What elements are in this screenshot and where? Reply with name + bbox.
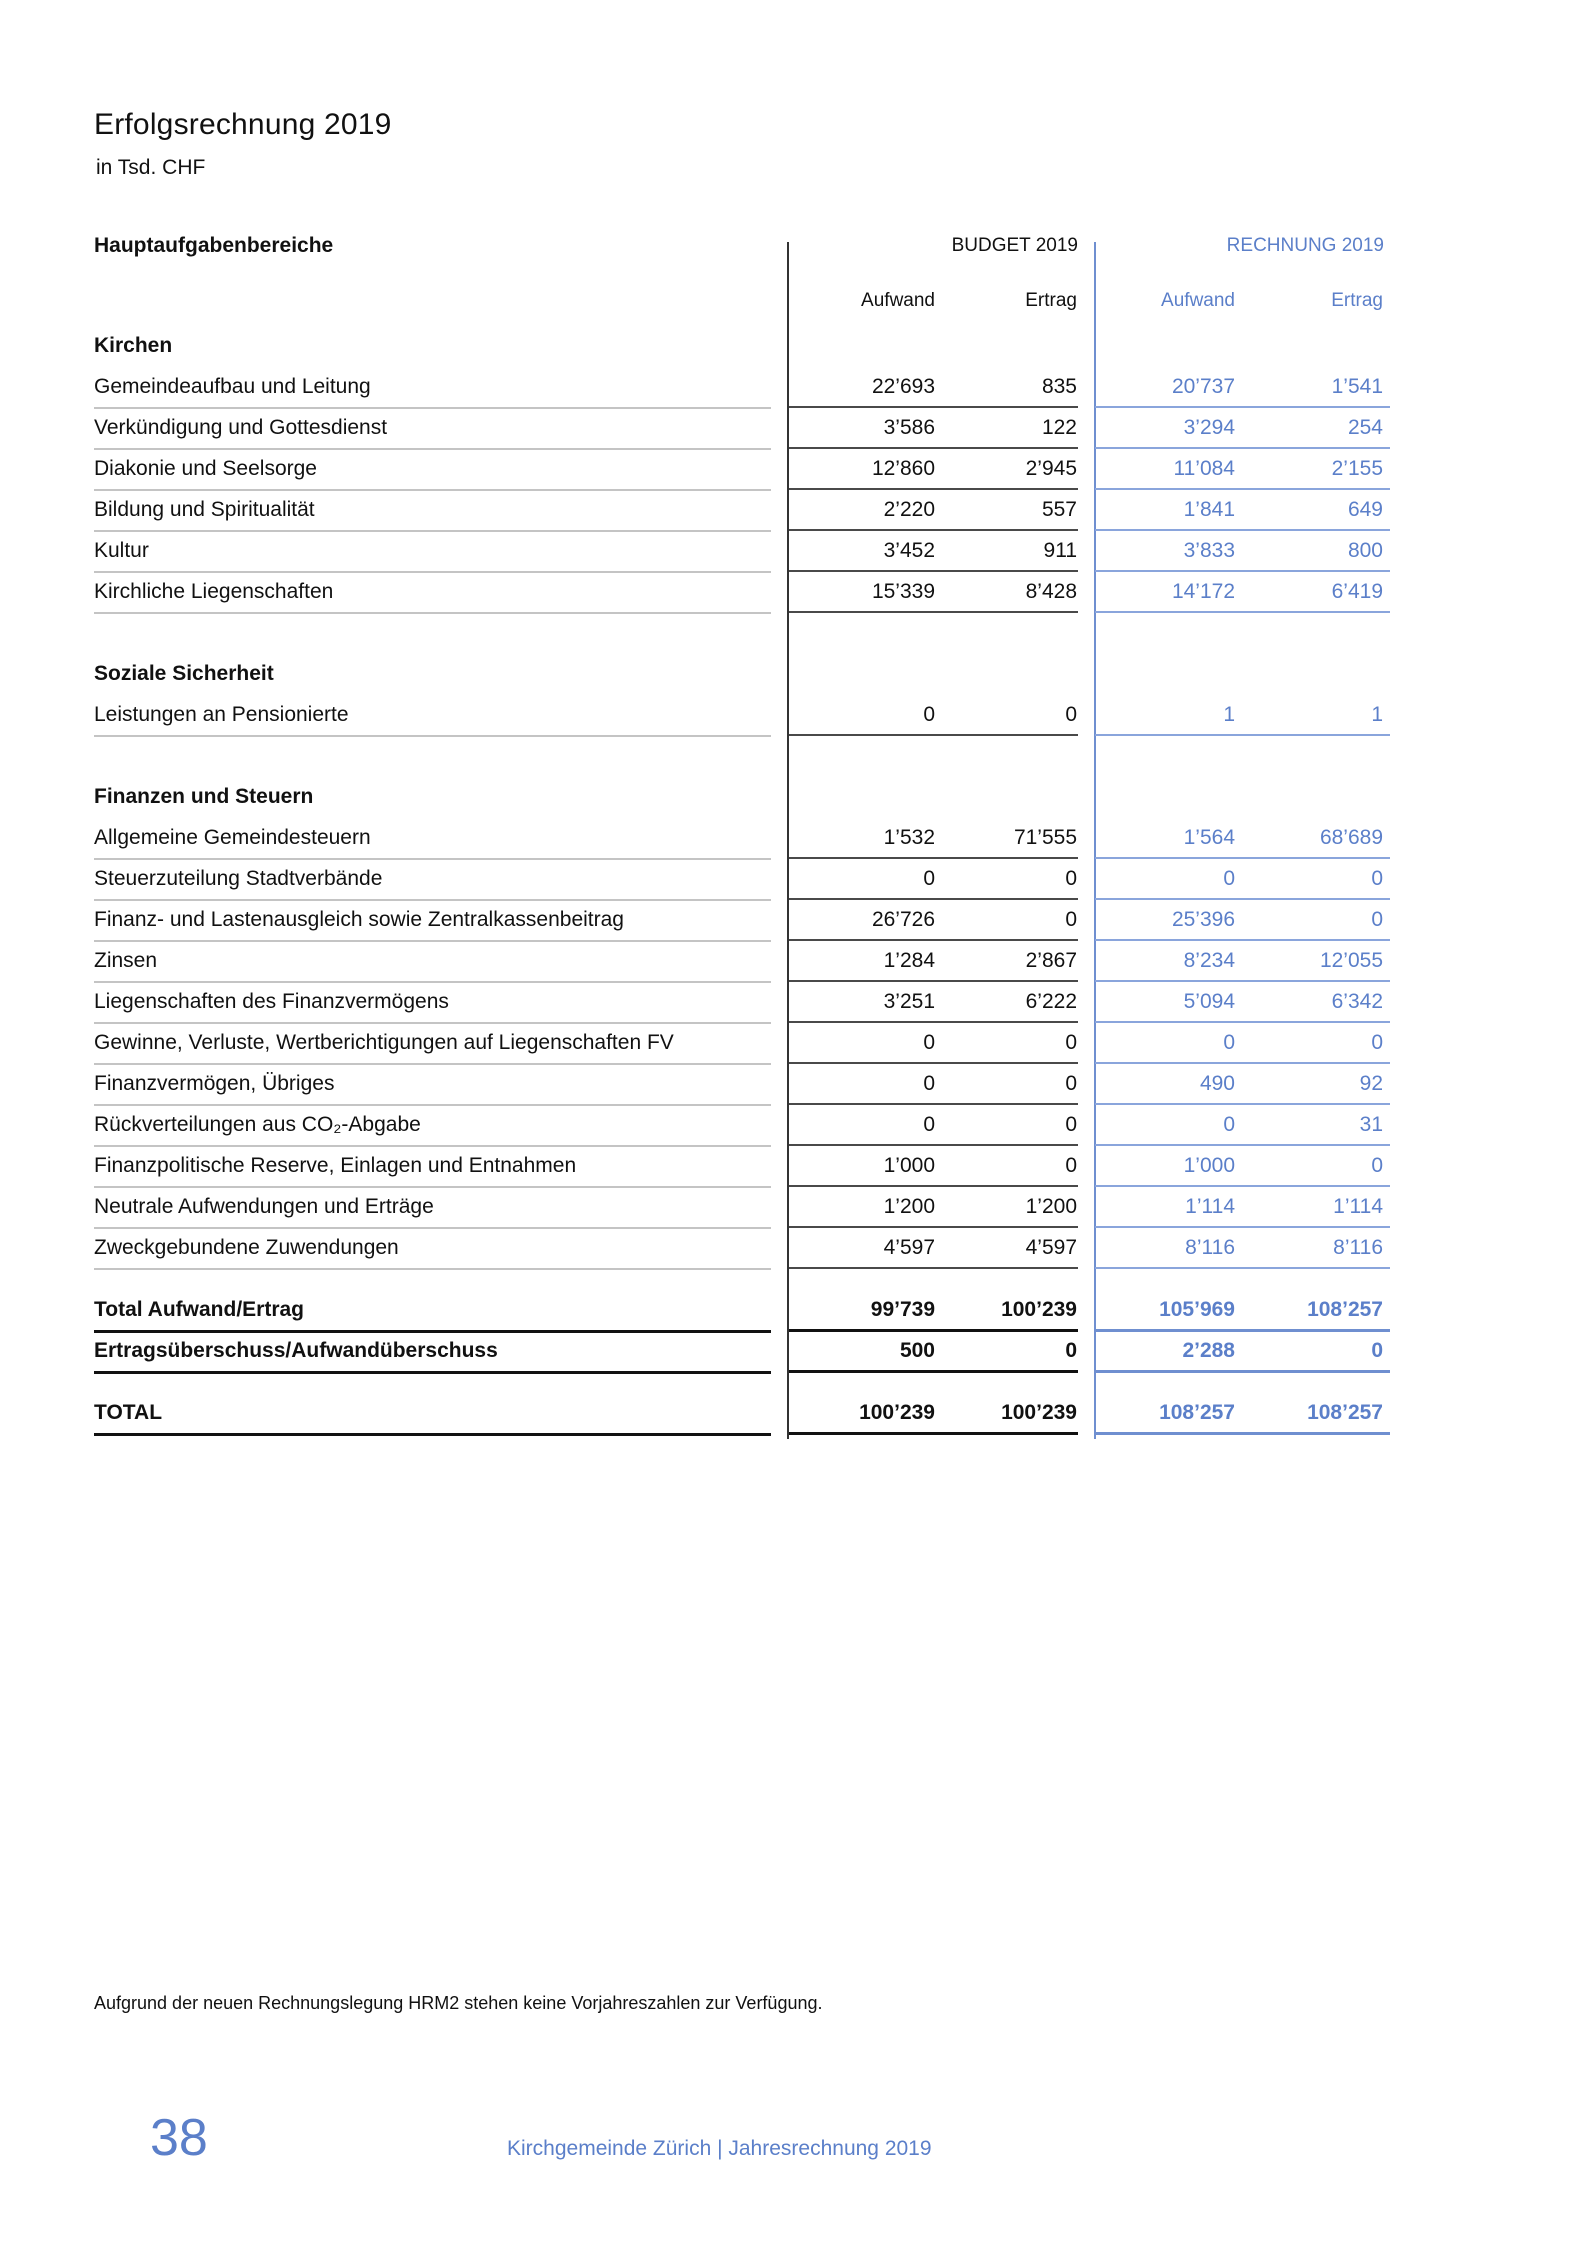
- row-label: Finanzpolitische Reserve, Einlagen und Entnahmen: [94, 1146, 771, 1188]
- row-label: Zweckgebundene Zuwendungen: [94, 1228, 771, 1270]
- rechnung-ertrag-value: 1’114: [1333, 1195, 1383, 1218]
- rechnung-aufwand-value: 5’094: [1183, 990, 1235, 1013]
- budget-aufwand-value: 0: [923, 1072, 935, 1095]
- rechnung-ertrag-value: 0: [1371, 1031, 1383, 1054]
- rechnung-ertrag-value: 0: [1371, 1339, 1383, 1362]
- budget-aufwand-value: 0: [923, 867, 935, 890]
- table-row: [94, 695, 1390, 736]
- row-divider: [1095, 734, 1390, 736]
- row-label: Gemeindeaufbau und Leitung: [94, 367, 771, 409]
- page-title: Erfolgsrechnung 2019: [94, 108, 392, 141]
- table-header-label: Hauptaufgabenbereiche: [94, 234, 334, 257]
- rechnung-ertrag-value: 1: [1371, 703, 1383, 726]
- rechnung-ertrag-value: 108’257: [1307, 1401, 1383, 1424]
- budget-ertrag-value: 4’597: [1025, 1236, 1077, 1259]
- total-aufwand-ertrag-row: [94, 1290, 1390, 1331]
- rechnung-ertrag-value: 800: [1347, 539, 1383, 562]
- row-divider: [1095, 1432, 1390, 1435]
- table-row: [94, 1187, 1390, 1228]
- rechnung-ertrag-value: 6’419: [1331, 580, 1383, 603]
- row-label: Gewinne, Verluste, Wertberichtigungen auf Liegenschaften FV: [94, 1023, 771, 1065]
- row-divider: [1095, 1370, 1390, 1373]
- table-row: [94, 531, 1390, 572]
- table-row: [94, 449, 1390, 490]
- budget-ertrag-value: 100’239: [1001, 1298, 1077, 1321]
- rechnung-aufwand-value: 490: [1199, 1072, 1235, 1095]
- budget-aufwand-value: 3’586: [883, 416, 935, 439]
- budget-ertrag-value: 8’428: [1025, 580, 1077, 603]
- rechnung-ertrag-value: 12’055: [1319, 949, 1383, 972]
- row-label: Total Aufwand/Ertrag: [94, 1290, 771, 1333]
- table-row: [94, 941, 1390, 982]
- budget-ertrag-value: 0: [1065, 867, 1077, 890]
- table-row: [94, 859, 1390, 900]
- rechnung-aufwand-value: 2’288: [1182, 1339, 1235, 1362]
- budget-ertrag-value: 1’200: [1025, 1195, 1077, 1218]
- row-divider: [1095, 1267, 1390, 1269]
- rechnung-ertrag-value: 92: [1359, 1072, 1383, 1095]
- budget-aufwand-value: 1’000: [883, 1154, 935, 1177]
- budget-aufwand-value: 0: [923, 703, 935, 726]
- rechnung-ertrag-value: 254: [1347, 416, 1383, 439]
- budget-aufwand-header: Aufwand: [861, 290, 935, 311]
- rechnung-aufwand-value: 14’172: [1171, 580, 1235, 603]
- budget-aufwand-value: 15’339: [871, 580, 935, 603]
- budget-ertrag-value: 100’239: [1001, 1401, 1077, 1424]
- budget-aufwand-value: 3’251: [883, 990, 935, 1013]
- budget-ertrag-value: 557: [1041, 498, 1077, 521]
- rechnung-aufwand-value: 0: [1223, 1031, 1235, 1054]
- row-label: Leistungen an Pensionierte: [94, 695, 771, 737]
- table-row: [94, 408, 1390, 449]
- section-heading-soziale-sicherheit: Soziale Sicherheit: [94, 662, 274, 685]
- row-label: Bildung und Spiritualität: [94, 490, 771, 532]
- row-label: Kirchliche Liegenschaften: [94, 572, 771, 614]
- footer-text: Kirchgemeinde Zürich | Jahresrechnung 2019: [507, 2137, 932, 2160]
- row-divider: [1095, 611, 1390, 613]
- budget-ertrag-value: 0: [1065, 1031, 1077, 1054]
- row-label: Kultur: [94, 531, 771, 573]
- row-label: Allgemeine Gemeindesteuern: [94, 818, 771, 860]
- rechnung-aufwand-value: 25’396: [1171, 908, 1235, 931]
- section-heading-finanzen-und-steuern: Finanzen und Steuern: [94, 785, 314, 808]
- rechnung-aufwand-value: 0: [1223, 1113, 1235, 1136]
- budget-ertrag-value: 6’222: [1025, 990, 1077, 1013]
- surplus-row: [94, 1331, 1390, 1372]
- row-label: Ertragsüberschuss/Aufwandüberschuss: [94, 1331, 771, 1374]
- row-label: Verkündigung und Gottesdienst: [94, 408, 771, 450]
- table-row: [94, 1146, 1390, 1187]
- budget-aufwand-value: 99’739: [870, 1298, 935, 1321]
- rechnung-aufwand-value: 1’564: [1183, 826, 1235, 849]
- rechnung-ertrag-value: 0: [1371, 908, 1383, 931]
- budget-aufwand-value: 0: [923, 1113, 935, 1136]
- table-row: [94, 900, 1390, 941]
- table-row: [94, 367, 1390, 408]
- rechnung-ertrag-value: 1’541: [1331, 375, 1383, 398]
- budget-aufwand-value: 100’239: [859, 1401, 935, 1424]
- table-row: [94, 818, 1390, 859]
- table-row: [94, 1064, 1390, 1105]
- row-label: Zinsen: [94, 941, 771, 983]
- budget-aufwand-value: 3’452: [883, 539, 935, 562]
- rechnung-ertrag-value: 8’116: [1333, 1236, 1383, 1259]
- page-number: 38: [150, 2109, 208, 2167]
- budget-aufwand-value: 0: [923, 1031, 935, 1054]
- budget-ertrag-value: 0: [1065, 703, 1077, 726]
- footnote: Aufgrund der neuen Rechnungslegung HRM2 stehen keine Vorjahreszahlen zur Verfügung.: [94, 1993, 823, 2013]
- rechnung-aufwand-value: 1’841: [1183, 498, 1235, 521]
- rechnung-aufwand-value: 8’234: [1183, 949, 1235, 972]
- grand-total-row: [94, 1393, 1390, 1434]
- rechnung-aufwand-value: 8’116: [1185, 1236, 1235, 1259]
- budget-aufwand-value: 1’532: [883, 826, 935, 849]
- rechnung-ertrag-value: 2’155: [1331, 457, 1383, 480]
- rechnung-ertrag-value: 0: [1371, 867, 1383, 890]
- rechnung-aufwand-value: 108’257: [1159, 1401, 1235, 1424]
- row-label: TOTAL: [94, 1393, 771, 1436]
- rechnung-ertrag-value: 0: [1371, 1154, 1383, 1177]
- budget-aufwand-value: 500: [899, 1339, 935, 1362]
- section-heading-kirchen: Kirchen: [94, 334, 173, 357]
- rechnung-aufwand-value: 20’737: [1171, 375, 1235, 398]
- rechnung-aufwand-value: 11’084: [1173, 457, 1235, 480]
- rechnung-ertrag-header: Ertrag: [1331, 290, 1383, 311]
- budget-aufwand-value: 26’726: [871, 908, 935, 931]
- budget-ertrag-value: 2’867: [1025, 949, 1077, 972]
- rechnung-aufwand-value: 105’969: [1159, 1298, 1235, 1321]
- budget-ertrag-value: 122: [1041, 416, 1077, 439]
- budget-aufwand-value: 4’597: [883, 1236, 935, 1259]
- table-row: [94, 490, 1390, 531]
- table-row: [94, 982, 1390, 1023]
- rechnung-ertrag-value: 68’689: [1319, 826, 1383, 849]
- budget-aufwand-value: 22’693: [871, 375, 935, 398]
- budget-ertrag-value: 2’945: [1025, 457, 1077, 480]
- table-row: [94, 572, 1390, 613]
- rechnung-aufwand-value: 1: [1223, 703, 1235, 726]
- rechnung-aufwand-value: 1’114: [1185, 1195, 1235, 1218]
- row-divider: [789, 1267, 1078, 1269]
- budget-aufwand-value: 12’860: [871, 457, 935, 480]
- budget-header: BUDGET 2019: [951, 235, 1078, 256]
- rechnung-ertrag-value: 649: [1347, 498, 1383, 521]
- rechnung-aufwand-value: 3’294: [1183, 416, 1235, 439]
- unit-subtitle: in Tsd. CHF: [96, 156, 206, 179]
- row-label: Finanzvermögen, Übriges: [94, 1064, 771, 1106]
- row-label: Neutrale Aufwendungen und Erträge: [94, 1187, 771, 1229]
- table-row: [94, 1023, 1390, 1064]
- row-label: Liegenschaften des Finanzvermögens: [94, 982, 771, 1024]
- row-label: Steuerzuteilung Stadtverbände: [94, 859, 771, 901]
- rechnung-aufwand-value: 0: [1223, 867, 1235, 890]
- budget-ertrag-value: 911: [1043, 539, 1077, 562]
- budget-ertrag-value: 0: [1065, 1154, 1077, 1177]
- table-row: [94, 1228, 1390, 1269]
- rechnung-ertrag-value: 31: [1359, 1113, 1383, 1136]
- rechnung-ertrag-value: 108’257: [1307, 1298, 1383, 1321]
- budget-ertrag-value: 0: [1065, 908, 1077, 931]
- rechnung-aufwand-value: 1’000: [1183, 1154, 1235, 1177]
- row-divider: [789, 611, 1078, 613]
- table-row: [94, 1105, 1390, 1146]
- budget-ertrag-value: 0: [1065, 1339, 1077, 1362]
- row-label: Diakonie und Seelsorge: [94, 449, 771, 491]
- budget-ertrag-value: 0: [1065, 1072, 1077, 1095]
- budget-ertrag-value: 835: [1041, 375, 1077, 398]
- row-label: Finanz- und Lastenausgleich sowie Zentralkassenbeitrag: [94, 900, 771, 942]
- row-divider: [789, 1432, 1078, 1435]
- row-divider: [789, 734, 1078, 736]
- budget-ertrag-value: 0: [1065, 1113, 1077, 1136]
- budget-ertrag-header: Ertrag: [1025, 290, 1077, 311]
- rechnung-aufwand-header: Aufwand: [1161, 290, 1235, 311]
- row-divider: [789, 1370, 1078, 1373]
- budget-aufwand-value: 1’200: [883, 1195, 935, 1218]
- budget-aufwand-value: 2’220: [883, 498, 935, 521]
- row-label: Rückverteilungen aus CO₂-Abgabe: [94, 1105, 771, 1147]
- rechnung-ertrag-value: 6’342: [1331, 990, 1383, 1013]
- budget-ertrag-value: 71’555: [1013, 826, 1077, 849]
- rechnung-header: RECHNUNG 2019: [1226, 235, 1384, 256]
- budget-aufwand-value: 1’284: [883, 949, 935, 972]
- rechnung-aufwand-value: 3’833: [1183, 539, 1235, 562]
